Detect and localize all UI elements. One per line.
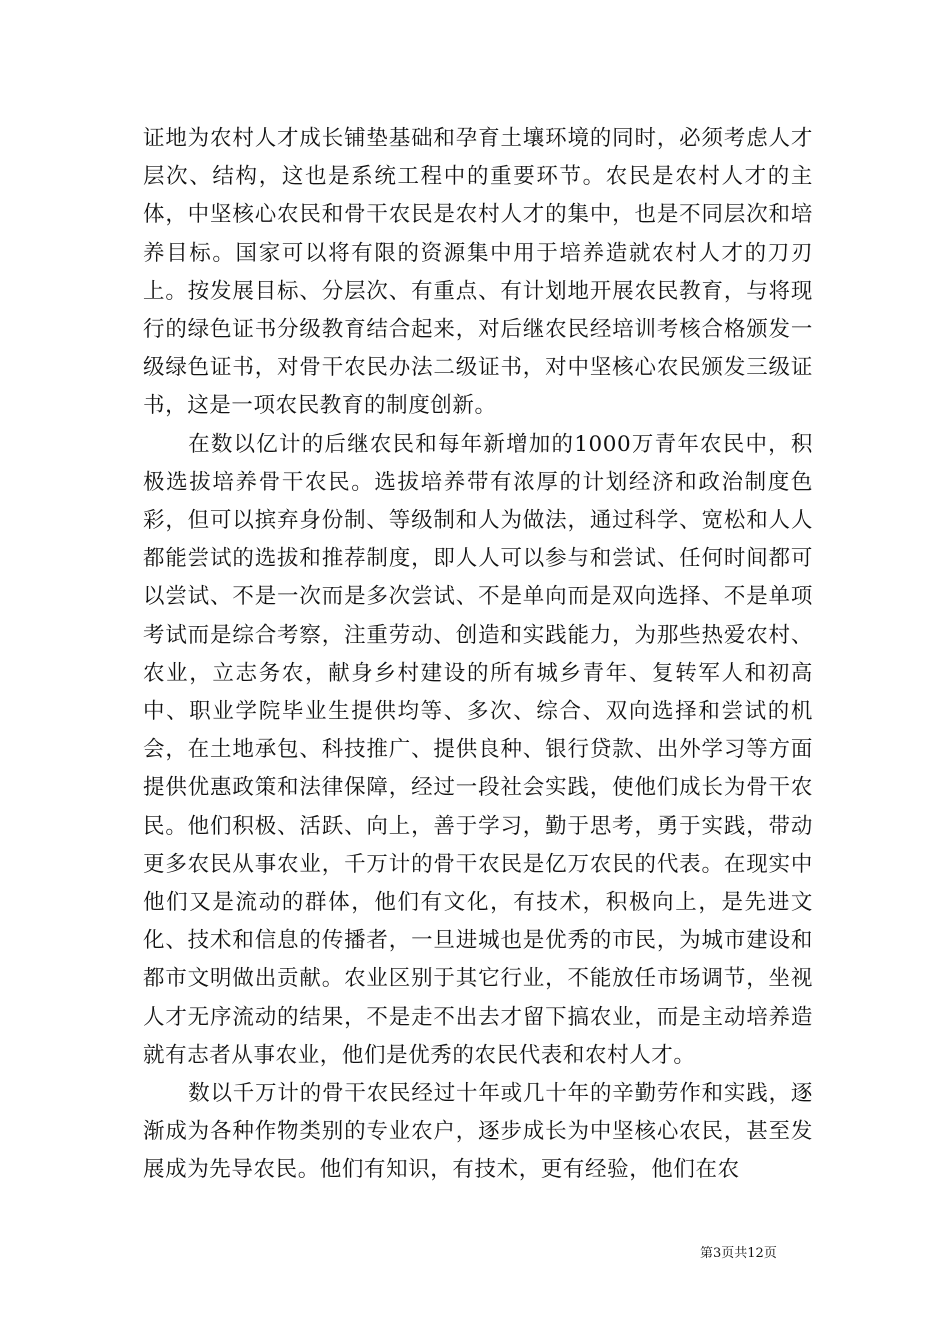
page-number-footer: 第3页共12页 [700, 1246, 777, 1261]
paragraph-backbone-farmers: 在数以亿计的后继农民和每年新增加的1000万青年农民中，积极选拔培养骨干农民。选拔培养带有浓厚的计划经济和政治制度色彩，但可以摈弃身份制、等级制和人为做法，通过科学、宽松和人人都能尝试的选拔和推荐制度，即人人可以参与和尝试、任何时间都可以尝试、不是一次而是多次尝试、不是单向而是双向选择、不是单项考试而是综合考察，注重劳动、创造和实践能力，为那些热爱农村、农业，立志务农，献身乡村建设的所有城乡青年、复转军人和初高中、职业学院毕业生提供均等、多次、综合、双向选择和尝试的机会，在土地承包、科技推广、提供良种、银行贷款、出外学习等方面提供优惠政策和法律保障，经过一段社会实践，使他们成长为骨干农民。他们积极、活跃、向上，善于学习，勤于思考，勇于实践，带动更多农民从事农业，千万计的骨干农民是亿万农民的代表。在现实中他们又是流动的群体，他们有文化，有技术，积极向上，是先进文化、技术和信息的传播者，一旦进城也是优秀的市民，为城市建设和都市文明做出贡献。农业区别于其它行业，不能放任市场调节，坐视人才无序流动的结果，不是走不出去才留下搞农业，而是主动培养造就有志者从事农业，他们是优秀的农民代表和农村人才。 [143, 431, 813, 1068]
paragraph-continuation: 证地为农村人才成长铺垫基础和孕育土壤环境的同时，必须考虑人才层次、结构，这也是系统工程中的重要环节。农民是农村人才的主体，中坚核心农民和骨干农民是农村人才的集中，也是不同层次和培养目标。国家可以将有限的资源集中用于培养造就农村人才的刀刃上。按发展目标、分层次、有重点、有计划地开展农民教育，与将现行的绿色证书分级教育结合起来，对后继农民经培训考核合格颁发一级绿色证书，对骨干农民办法二级证书，对中坚核心农民颁发三级证书，这是一项农民教育的制度创新。 [143, 126, 813, 419]
body-text [143, 120, 813, 1190]
paragraph-core-farmers: 数以千万计的骨干农民经过十年或几十年的辛勤劳作和实践，逐渐成为各种作物类别的专业农户，逐步成长为中坚核心农民，甚至发展成为先导农民。他们有知识，有技术，更有经验，他们在农 [143, 1081, 813, 1183]
